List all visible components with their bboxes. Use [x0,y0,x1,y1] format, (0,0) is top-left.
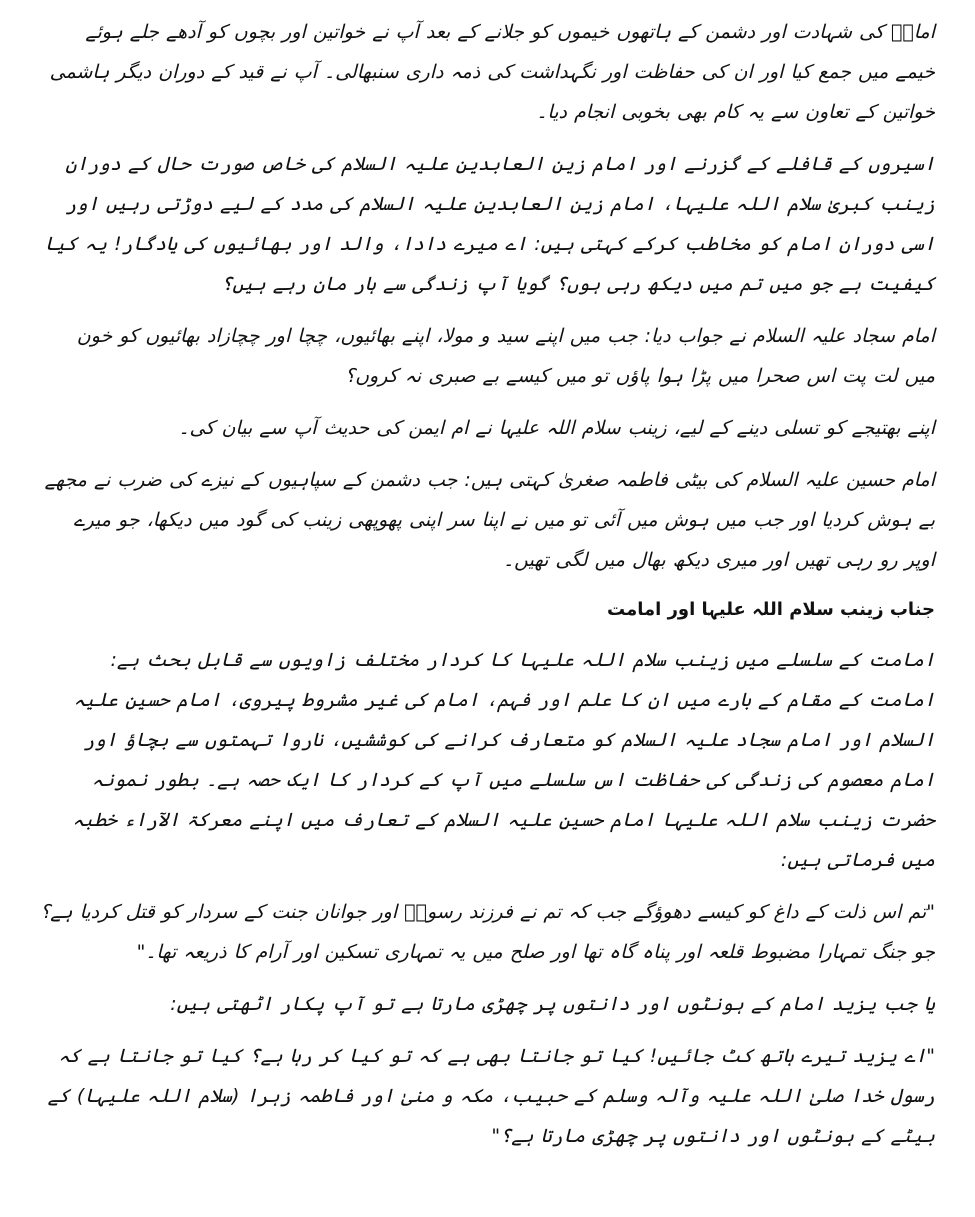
article-body [40,12,935,1156]
paragraph-protection-of-women: امامؑ کی شہادت اور دشمن کے ہاتھوں خیموں کو جلانے کے بعد آپ نے خواتین اور بچوں کو آدھے جلے ہوئے خیمے میں جمع کیا اور ان کی حفاظت اور نگہداشت کی ذمہ داری سنبھالی۔ آپ نے قید کے دوران دیگر ہاشمی خواتین کے تعاون سے یہ کام بھی بخوبی انجام دیا۔ [49,21,935,123]
quote-sermon: "تم اس ذلت کے داغ کو کیسے دھوؤگے جب کہ تم نے فرزند رسولؐ اور جوانان جنت کے سردار کو قتل کردیا ہے؟ جو جنگ تمہارا مضبوط قلعہ اور پناہ گاہ تھا اور صلح میں یہ تمہاری تسکین اور آرام کا ذریعہ تھا۔" [40,901,935,963]
paragraph-fatima-sughra: امام حسین علیہ السلام کی بیٹی فاطمہ صغریٰ کہتی ہیں: جب دشمن کے سپاہیوں کے نیزے کی ضرب نے مجھے بے ہوش کردیا اور جب میں ہوش میں آئی تو میں نے اپنا سر اپنی پھوپھی زینب کی گود میں دیکھا، جو میرے اوپر رو رہی تھیں اور میری دیکھ بھال میں لگی تھیں۔ [44,469,935,571]
section-heading: جناب زینب سلام اللہ علیہا اور امامت [607,599,935,620]
paragraph-umm-ayman-hadith: اپنے بھتیجے کو تسلی دینے کے لیے، زینب سلام اللہ علیہا نے ام ایمن کی حدیث آپ سے بیان کی۔ [178,417,935,439]
paragraph-yazid-stick: یا جب یزید امام کے ہونٹوں اور دانتوں پر چھڑی مارتا ہے تو آپ پکار اٹھتی ہیں: [170,993,935,1015]
quote-to-yazid: "اے یزید تیرے ہاتھ کٹ جائیں! کیا تو جانتا بھی ہے کہ تو کیا کر رہا ہے؟ کیا تو جانتا ہے کہ رسول خدا صلیٰ اللہ علیہ وآلہ وسلم کے حبیب، مکہ و منیٰ اور فاطمہ زہرا (سلام اللہ علیہا) کے بیٹے کے ہونٹوں اور دانتوں پر چھڑی مارتا ہے؟" [47,1045,935,1147]
paragraph-imam-sajjad-reply: امام سجاد علیہ السلام نے جواب دیا: جب میں اپنے سید و مولا، اپنے بھائیوں، چچا اور چچازاد بھائیوں کو خون میں لت پت اس صحرا میں پڑا ہوا پاؤں تو میں کیسے بے صبری نہ کروں؟ [76,325,935,387]
paragraph-caravan-of-captives: اسیروں کے قافلے کے گزرنے اور امام زین العابدین علیہ السلام کی خاص صورت حال کے دوران زینب کبریٰ سلام اللہ علیہا، امام زین العابدین علیہ السلام کی مدد کے لیے دوڑتی رہیں اور اسی دوران امام کو مخاطب کرکے کہتی ہیں: اے میرے دادا، والد اور بھائیوں کی یادگار! یہ کیا کیفیت ہے جو میں تم میں دیکھ رہی ہوں؟ گویا آپ زندگی سے ہار مان رہے ہیں؟ [44,153,935,295]
paragraph-role-in-imamate: امامت کے سلسلے میں زینب سلام اللہ علیہا کا کردار مختلف زاویوں سے قابل بحث ہے: امامت کے مقام کے بارے میں ان کا علم اور فہم، امام کی غیر مشروط پیروی، امام حسین علیہ السلام اور امام سجاد علیہ السلام کو متعارف کرانے کی کوششیں، ناروا تہمتوں سے بچاؤ اور امام معصوم کی زندگی کی حفاظت اس سلسلے میں آپ کے کردار کا ایک حصہ ہے۔ بطور نمونہ حضرت زینب سلام اللہ علیہا امام حسین علیہ السلام کے تعارف میں اپنے معرکۃ الآراء خطبہ میں فرماتی ہیں: [72,649,935,871]
